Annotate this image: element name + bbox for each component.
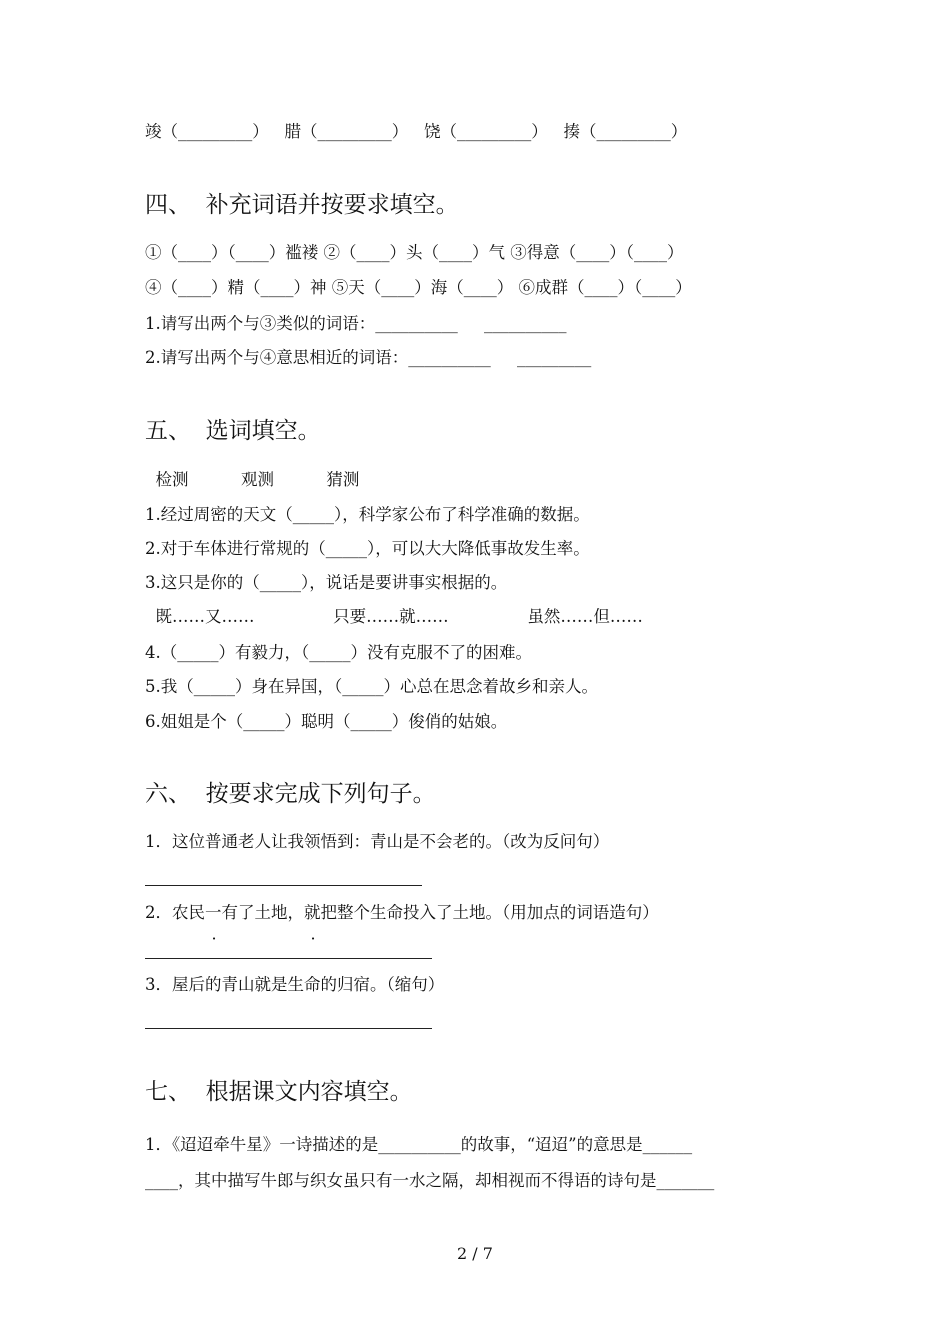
section-5-question-1: 1.经过周密的天文（_____），科学家公布了科学准确的数据。 [145, 505, 590, 524]
section-6-title: 六、 按要求完成下列句子。 [145, 781, 436, 807]
answer-line-2[interactable] [145, 958, 432, 959]
section-7-title: 七、 根据课文内容填空。 [145, 1079, 413, 1105]
section-5-question-3: 3.这只是你的（_____），说话是要讲事实根据的。 [145, 573, 508, 592]
section-5-question-5: 5.我（_____）身在异国，（_____）心总在思念着故乡和亲人。 [145, 677, 598, 696]
section-4-question-1: 1.请写出两个与③类似的词语：__________ __________ [145, 314, 567, 333]
section-7-question-1-line-2: ____，其中描写牛郎与织女虽只有一水之隔，却相视而不得语的诗句是_______ [145, 1171, 715, 1190]
word-choices-1: 检测 观测 猜测 [145, 470, 360, 489]
top-row: 竣（_________） 腊（_________） 饶（_________） 揍（_________） [145, 122, 688, 141]
page-number: 2 / 7 [457, 1244, 493, 1263]
section-6-question-1: 1．这位普通老人让我领悟到：青山是不会老的。（改为反问句） [145, 832, 610, 851]
section-5-title: 五、 选词填空。 [145, 418, 321, 444]
word-choices-2: 既……又…… 只要……就…… 虽然……但…… [145, 607, 643, 626]
section-6-question-3: 3．屋后的青山就是生命的归宿。（缩句） [145, 975, 445, 994]
section-4-question-2: 2.请写出两个与④意思相近的词语：__________ _________ [145, 348, 592, 367]
section-5-question-4: 4.（_____）有毅力，（_____）没有克服不了的困难。 [145, 643, 532, 662]
section-6-question-2: 2．农民一有了土地，就把整个生命投入了土地。（用加点的词语造句） [145, 903, 659, 922]
emphasized-char: 一 [205, 903, 222, 922]
section-4-row-2: ④（____）精（____）神 ⑤天（____）海（____） ⑥成群（____）（____） [145, 278, 692, 297]
section-4-row-1: ①（____）（____）褴褛 ②（____）头（____）气 ③得意（____）（____） [145, 243, 684, 262]
section-5-question-6: 6.姐姐是个（_____）聪明（_____）俊俏的姑娘。 [145, 712, 508, 731]
section-5-question-2: 2.对于车体进行常规的（_____），可以大大降低事故发生率。 [145, 539, 590, 558]
emphasized-char: 就 [304, 903, 321, 922]
answer-line-3[interactable] [145, 1028, 432, 1029]
answer-line-1[interactable] [145, 885, 422, 886]
section-7-question-1-line-1: 1．《迢迢牵牛星》一诗描述的是__________的故事，“迢迢”的意思是______ [145, 1135, 693, 1154]
section-4-title: 四、 补充词语并按要求填空。 [145, 192, 459, 218]
